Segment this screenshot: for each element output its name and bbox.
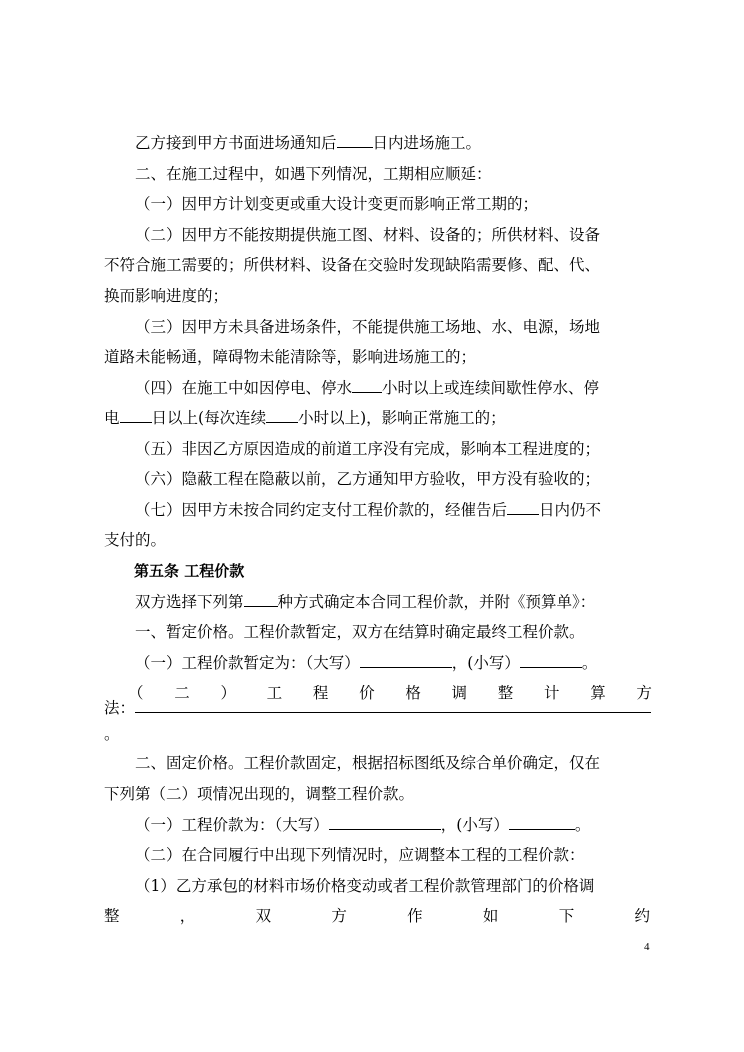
text-line: 。 (104, 725, 120, 743)
text-line: （三）因甲方未具备进场条件，不能提供施工场地、水、电源，场地 (135, 318, 601, 336)
text-line: 换而影响进度的； (104, 287, 229, 305)
text-line: 道路未能畅通，障碍物未能清除等，影响进场施工的； (104, 348, 477, 366)
text-line: （五）非因乙方原因造成的前道工序没有完成，影响本工程进度的； (135, 440, 601, 458)
text-line: 一、暂定价格。工程价款暂定，双方在结算时确定最终工程价款。 (135, 623, 585, 641)
text-line: 二、固定价格。工程价款固定，根据招标图纸及综合单价确定，仅在 (135, 754, 601, 772)
text-line: （二）因甲方不能按期提供施工图、材料、设备的；所供材料、设备 (135, 226, 601, 244)
text-line: 双方选择下列第 种方式确定本合同工程价款，并附《预算单》： (135, 593, 596, 611)
text-line: 乙方接到甲方书面进场通知后 日内进场施工。 (135, 134, 482, 152)
text-line: （六）隐蔽工程在隐蔽以前，乙方通知甲方验收，甲方没有验收的； (135, 470, 601, 488)
text-line: （四）在施工中如因停电、停水 小时以上或连续间歇性停水、停 (135, 379, 600, 397)
text-line: 法： (104, 697, 652, 719)
text-line: 电 日以上(每次连续 小时以上)，影响正常施工的； (104, 409, 506, 427)
text-line: （二）在合同履行中出现下列情况时，应调整本工程的工程价款： (135, 846, 585, 864)
text-line: （1）乙方承包的材料市场价格变动或者工程价款管理部门的价格调 (135, 877, 595, 895)
justified-line: 整 ， 双 方 作 如 下 约 (104, 907, 650, 925)
text-line: 不符合施工需要的；所供材料、设备在交验时发现缺陷需要修、配、代、 (104, 256, 601, 274)
text-line: （一）工程价款为：（大写） ，(小写） 。 (135, 816, 591, 834)
text-line: （七）因甲方未按合同约定支付工程价款的，经催告后 日内仍不 (135, 501, 602, 519)
text-line: （一）因甲方计划变更或重大设计变更而影响正常工期的； (135, 195, 539, 213)
text-line: （一）工程价款暂定为：（大写） ，(小写） 。 (135, 654, 598, 672)
text-line: 支付的。 (104, 531, 167, 549)
text-line: 二、在施工过程中，如遇下列情况，工期相应顺延： (135, 165, 492, 183)
justified-line: （ 二 ） 工 程 价 格 调 整 计 算 方 (128, 684, 652, 702)
section-heading: 第五条 工程价款 (134, 562, 245, 580)
text-line: 下列第（二）项情况出现的，调整工程价款。 (104, 785, 415, 803)
page-number: 4 (644, 941, 650, 953)
